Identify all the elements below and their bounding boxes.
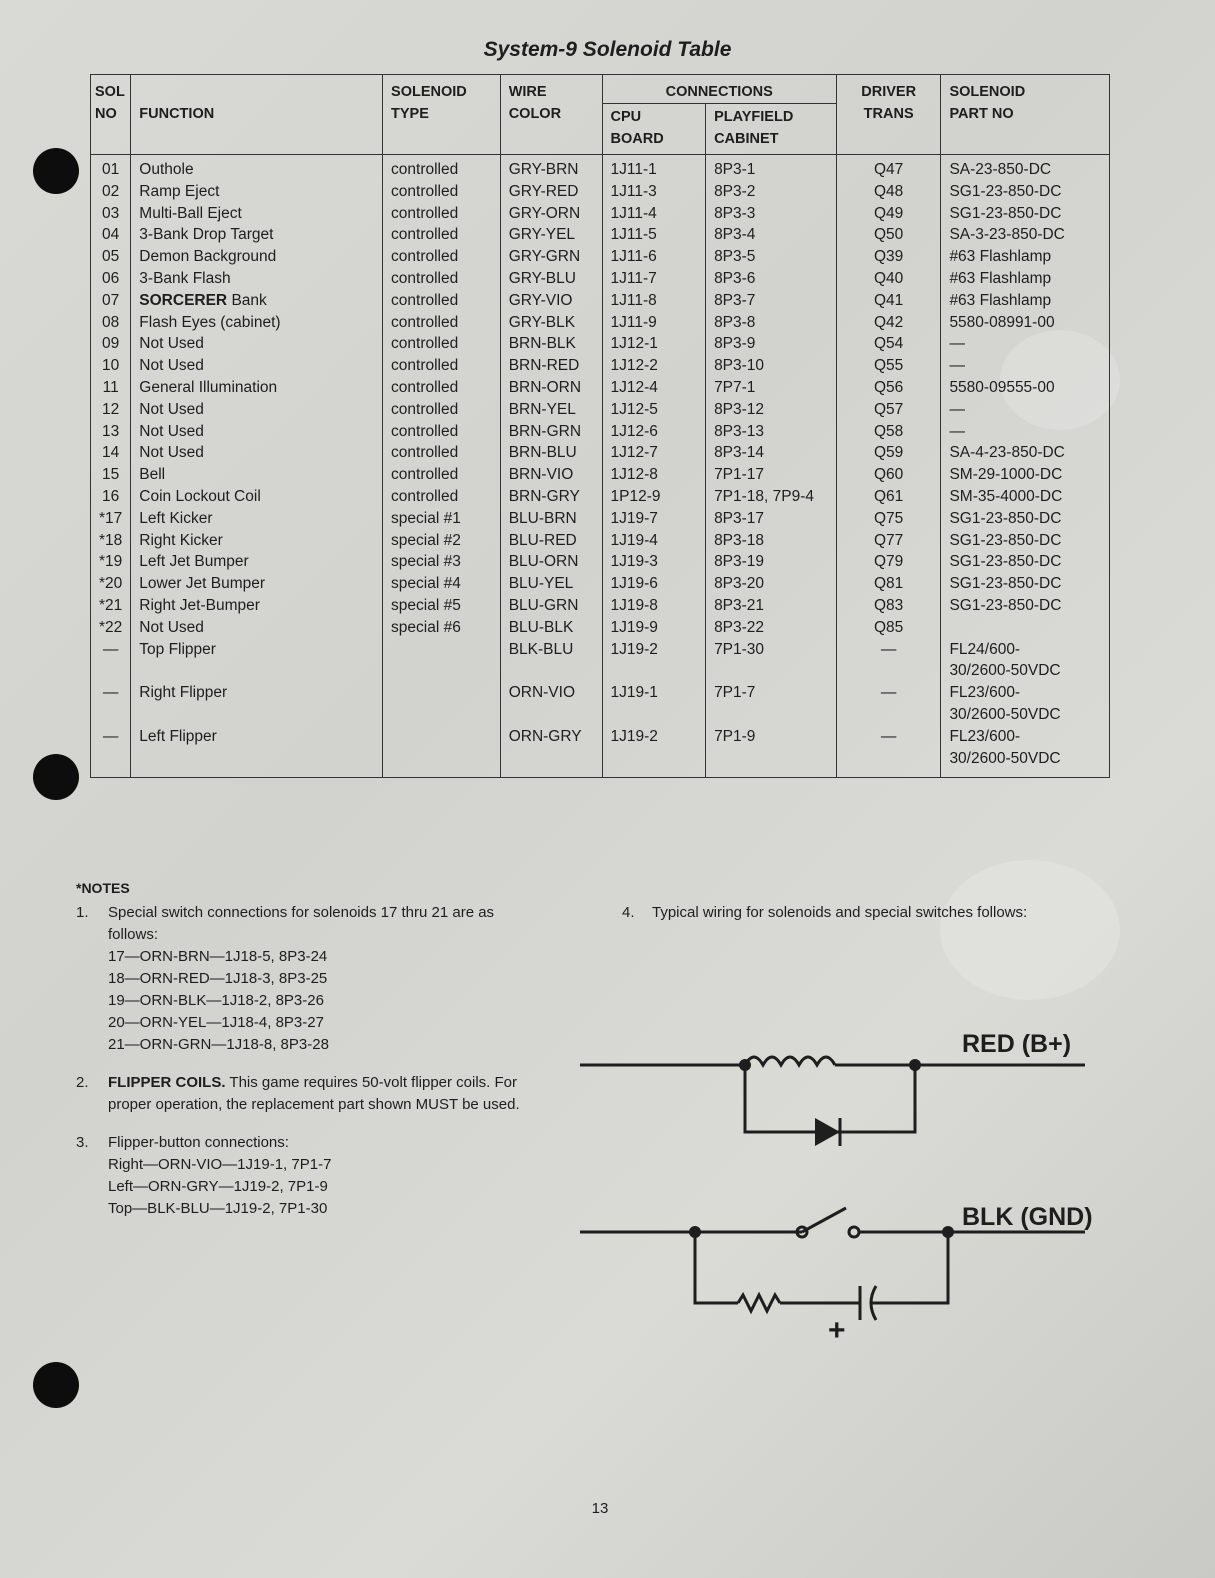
table-body [91,155,1110,778]
note-3-line: Top—BLK-BLU—1J19-2, 7P1-30 [108,1200,328,1217]
cpu-board-cell: 1J19-6 [602,573,706,595]
driver-trans-cell: Q83 [836,595,941,617]
table-row [91,530,1110,552]
cpu-board-cell: 1J19-4 [602,530,706,552]
sol-no-cell: 14 [91,442,131,464]
function-cell: Not Used [131,355,383,377]
function-cell: Not Used [131,617,383,639]
table-row [91,551,1110,573]
solenoid-type-cell [383,639,501,683]
driver-trans-cell: Q60 [836,464,941,486]
cpu-board-cell: 1J19-9 [602,617,706,639]
driver-trans-cell: Q56 [836,377,941,399]
part-no-cell: SG1-23-850-DC [941,530,1110,552]
part-no-line: 30/2600-50VDC [949,662,1061,680]
cpu-board-cell: 1J11-5 [602,224,706,246]
cpu-board-cell: 1J19-8 [602,595,706,617]
binder-hole-top [33,148,79,194]
part-no-line: FL24/600- [949,640,1021,658]
wire-color-cell: BRN-VIO [500,464,602,486]
solenoid-type-cell: controlled [383,181,501,203]
playfield-cabinet-cell: 7P7-1 [706,377,837,399]
table-row [91,224,1110,246]
sol-no-cell: 16 [91,486,131,508]
part-no-cell: SA-23-850-DC [941,155,1110,181]
function-cell: Not Used [131,399,383,421]
part-no-cell: — [941,399,1110,421]
function-cell: Left Kicker [131,508,383,530]
junction-dot [739,1059,751,1071]
sol-no-cell: 03 [91,203,131,225]
note-1-line: 19—ORN-BLK—1J18-2, 8P3-26 [108,992,324,1009]
function-cell: Bell [131,464,383,486]
part-no-cell: 5580-09555-00 [941,377,1110,399]
playfield-cabinet-cell: 8P3-21 [706,595,837,617]
sol-no-cell: 15 [91,464,131,486]
cpu-board-cell: 1J19-2 [602,726,706,778]
part-no-cell: SG1-23-850-DC [941,203,1110,225]
table-row [91,155,1110,181]
playfield-cabinet-cell: 8P3-1 [706,155,837,181]
header-connections: CONNECTIONS [602,75,836,104]
part-no-cell: — [941,333,1110,355]
solenoid-type-cell: controlled [383,224,501,246]
sol-no-cell: 09 [91,333,131,355]
driver-trans-cell: Q48 [836,181,941,203]
driver-trans-cell: Q41 [836,290,941,312]
sol-no-cell: 10 [91,355,131,377]
driver-trans-cell: Q55 [836,355,941,377]
switch-contact [849,1227,859,1237]
function-text: Bank [227,291,267,309]
driver-trans-cell: Q58 [836,421,941,443]
solenoid-type-cell: special #5 [383,595,501,617]
function-cell: Top Flipper [131,639,383,683]
driver-trans-cell: Q61 [836,486,941,508]
playfield-cabinet-cell: 8P3-6 [706,268,837,290]
part-no-cell: SG1-23-850-DC [941,181,1110,203]
part-no-cell: #63 Flashlamp [941,246,1110,268]
function-cell: Outhole [131,155,383,181]
function-cell: Ramp Eject [131,181,383,203]
solenoid-type-cell: controlled [383,246,501,268]
sol-no-cell: *19 [91,551,131,573]
junction-dot [909,1059,921,1071]
function-cell: Lower Jet Bumper [131,573,383,595]
part-no-line: 30/2600-50VDC [949,705,1061,723]
solenoid-type-cell: special #6 [383,617,501,639]
wire-color-cell: GRY-BLU [500,268,602,290]
diode-icon [815,1118,840,1146]
solenoid-type-cell: special #1 [383,508,501,530]
header-part-no: SOLENOID PART NO [941,75,1110,155]
part-no-cell: — [941,421,1110,443]
playfield-cabinet-cell: 8P3-3 [706,203,837,225]
part-no-cell: SM-29-1000-DC [941,464,1110,486]
playfield-cabinet-cell: 8P3-7 [706,290,837,312]
table-row [91,442,1110,464]
table-row [91,246,1110,268]
wire-color-cell: BLU-BLK [500,617,602,639]
wire-color-cell: BLU-GRN [500,595,602,617]
function-cell: Flash Eyes (cabinet) [131,312,383,334]
table-row [91,486,1110,508]
cpu-board-cell: 1J12-5 [602,399,706,421]
cpu-board-cell: 1J12-8 [602,464,706,486]
part-no-cell: SA-4-23-850-DC [941,442,1110,464]
solenoid-type-cell: controlled [383,355,501,377]
playfield-cabinet-cell: 8P3-2 [706,181,837,203]
note-3-line: Left—ORN-GRY—1J19-2, 7P1-9 [108,1178,328,1195]
sol-no-cell: — [91,639,131,683]
notes-heading: *NOTES [76,880,130,896]
cpu-board-cell: 1J11-3 [602,181,706,203]
wire-color-cell: GRY-RED [500,181,602,203]
wire-color-cell: BRN-RED [500,355,602,377]
label-blk-gnd: BLK (GND) [962,1203,1093,1231]
sol-no-cell: *22 [91,617,131,639]
sol-no-cell: 04 [91,224,131,246]
function-cell: Not Used [131,442,383,464]
wire-color-cell: BLU-RED [500,530,602,552]
part-no-cell: SM-35-4000-DC [941,486,1110,508]
function-cell: 3-Bank Drop Target [131,224,383,246]
playfield-cabinet-cell: 8P3-22 [706,617,837,639]
wire-color-cell: BLU-YEL [500,573,602,595]
wire-color-cell: GRY-BRN [500,155,602,181]
cpu-board-cell: 1J11-8 [602,290,706,312]
function-cell: Left Flipper [131,726,383,778]
solenoid-type-cell [383,726,501,778]
table-row [91,421,1110,443]
playfield-cabinet-cell: 8P3-18 [706,530,837,552]
driver-trans-cell: Q77 [836,530,941,552]
sol-no-cell: 07 [91,290,131,312]
playfield-cabinet-cell: 7P1-7 [706,682,837,726]
driver-trans-cell: Q59 [836,442,941,464]
table-row [91,399,1110,421]
table-row [91,508,1110,530]
note-1-line: 21—ORN-GRN—1J18-8, 8P3-28 [108,1036,329,1053]
cpu-board-cell: 1P12-9 [602,486,706,508]
driver-trans-cell: Q42 [836,312,941,334]
header-cpu-board: CPU BOARD [602,104,706,155]
solenoid-type-cell: controlled [383,155,501,181]
table-row [91,682,1110,726]
switch-icon [802,1208,846,1232]
playfield-cabinet-cell: 7P1-17 [706,464,837,486]
driver-trans-cell: Q81 [836,573,941,595]
driver-trans-cell: Q75 [836,508,941,530]
note-3-line: Right—ORN-VIO—1J19-1, 7P1-7 [108,1156,332,1173]
function-cell: Not Used [131,333,383,355]
part-no-line: FL23/600- [949,727,1021,745]
playfield-cabinet-cell: 8P3-20 [706,573,837,595]
diode-loop [745,1065,915,1132]
wire-color-cell: ORN-GRY [500,726,602,778]
driver-trans-cell: — [836,639,941,683]
part-no-cell: SG1-23-850-DC [941,595,1110,617]
playfield-cabinet-cell: 8P3-5 [706,246,837,268]
function-cell: Coin Lockout Coil [131,486,383,508]
part-no-line: FL23/600- [949,684,1021,702]
table-row [91,181,1110,203]
notes-left-column [76,902,546,1236]
cpu-board-cell: 1J11-9 [602,312,706,334]
cpu-board-cell: 1J19-3 [602,551,706,573]
function-cell: Demon Background [131,246,383,268]
wire-color-cell: BRN-ORN [500,377,602,399]
wire-color-cell: BRN-YEL [500,399,602,421]
function-cell: 3-Bank Flash [131,268,383,290]
header-wire-color: WIRE COLOR [500,75,602,155]
part-no-cell: 5580-08991-00 [941,312,1110,334]
table-row [91,312,1110,334]
solenoid-type-cell: controlled [383,203,501,225]
note-1: 1. Special switch connections for solenoids 17 thru 21 are as follows: 17—ORN-BRN—1J18-5, 8P3-24 18—ORN-RED—1J18-3, 8P3-25 19—ORN-BLK—1J18-2, 8P3-26 20—ORN-YEL—1J18-4, 8P3-27 21—ORN-GRN—1J18-8, 8P3-28 [76,902,546,1056]
part-no-cell: — [941,355,1110,377]
function-cell: Right Kicker [131,530,383,552]
sol-no-cell: *21 [91,595,131,617]
part-no-cell: SG1-23-850-DC [941,551,1110,573]
sol-no-cell: *20 [91,573,131,595]
driver-trans-cell: Q54 [836,333,941,355]
driver-trans-cell: Q49 [836,203,941,225]
note-1-line: 20—ORN-YEL—1J18-4, 8P3-27 [108,1014,324,1031]
solenoid-type-cell: controlled [383,377,501,399]
wire-color-cell: BRN-BLU [500,442,602,464]
cpu-board-cell: 1J11-7 [602,268,706,290]
table-row [91,573,1110,595]
table-row [91,617,1110,639]
cpu-board-cell: 1J12-2 [602,355,706,377]
sol-no-cell: 11 [91,377,131,399]
cpu-board-cell: 1J11-1 [602,155,706,181]
table-row [91,333,1110,355]
sol-no-cell: — [91,726,131,778]
part-no-cell [941,682,1110,726]
part-no-cell: SA-3-23-850-DC [941,224,1110,246]
wire-color-cell: BRN-GRN [500,421,602,443]
solenoid-type-cell: controlled [383,421,501,443]
header-driver-trans: DRIVER TRANS [836,75,941,155]
cpu-board-cell: 1J12-4 [602,377,706,399]
sol-no-cell: 06 [91,268,131,290]
playfield-cabinet-cell: 8P3-9 [706,333,837,355]
wire-color-cell: GRY-ORN [500,203,602,225]
driver-trans-cell: — [836,682,941,726]
note-1-line: 17—ORN-BRN—1J18-5, 8P3-24 [108,948,328,965]
wire-color-cell: GRY-BLK [500,312,602,334]
function-cell: Not Used [131,421,383,443]
solenoid-type-cell: controlled [383,312,501,334]
playfield-cabinet-cell: 8P3-17 [706,508,837,530]
coil-icon [745,1057,835,1065]
driver-trans-cell: Q50 [836,224,941,246]
wire-color-cell: ORN-VIO [500,682,602,726]
playfield-cabinet-cell: 7P1-9 [706,726,837,778]
junction-dot [689,1226,701,1238]
playfield-cabinet-cell: 7P1-30 [706,639,837,683]
driver-trans-cell: Q79 [836,551,941,573]
part-no-line: 30/2600-50VDC [949,749,1061,767]
part-no-cell: #63 Flashlamp [941,290,1110,312]
wire-color-cell: GRY-VIO [500,290,602,312]
note-1-text: Special switch connections for solenoids 17 thru 21 are as follows: [108,904,495,943]
driver-trans-cell: — [836,726,941,778]
table-header-row [91,75,1110,104]
sol-no-cell: 02 [91,181,131,203]
sol-no-cell: — [91,682,131,726]
table-row [91,377,1110,399]
snubber-wire [695,1232,738,1303]
driver-trans-cell: Q40 [836,268,941,290]
paper-stain [940,860,1120,1000]
function-cell: Right Flipper [131,682,383,726]
function-bold-text: SORCERER [139,291,228,309]
solenoid-type-cell [383,682,501,726]
note-3-text: Flipper-button connections: [108,1134,289,1151]
page-title: System-9 Solenoid Table [483,38,732,61]
playfield-cabinet-cell: 8P3-19 [706,551,837,573]
junction-dot [942,1226,954,1238]
playfield-cabinet-cell: 7P1-18, 7P9-4 [706,486,837,508]
page-number: 13 [591,1500,609,1517]
sol-no-cell: 08 [91,312,131,334]
part-no-cell [941,639,1110,683]
solenoid-type-cell: controlled [383,399,501,421]
function-cell: Multi-Ball Eject [131,203,383,225]
resistor-icon [738,1295,780,1311]
cpu-board-cell: 1J19-7 [602,508,706,530]
cpu-board-cell: 1J11-4 [602,203,706,225]
sol-no-cell: *17 [91,508,131,530]
note-1-line: 18—ORN-RED—1J18-3, 8P3-25 [108,970,328,987]
function-cell: Left Jet Bumper [131,551,383,573]
note-2-bold: FLIPPER COILS. [108,1074,226,1091]
table-row [91,203,1110,225]
wire-color-cell: BLU-ORN [500,551,602,573]
table-row [91,595,1110,617]
table-row [91,464,1110,486]
solenoid-type-cell: controlled [383,333,501,355]
driver-trans-cell: Q39 [836,246,941,268]
table-row [91,268,1110,290]
driver-trans-cell: Q85 [836,617,941,639]
solenoid-type-cell: controlled [383,442,501,464]
part-no-cell: SG1-23-850-DC [941,508,1110,530]
table-row [91,726,1110,778]
cpu-board-cell: 1J19-1 [602,682,706,726]
header-playfield-cabinet: PLAYFIELD CABINET [706,104,837,155]
solenoid-type-cell: controlled [383,290,501,312]
playfield-cabinet-cell: 8P3-8 [706,312,837,334]
part-no-cell: SG1-23-850-DC [941,573,1110,595]
binder-hole-middle [33,754,79,800]
cpu-board-cell: 1J12-7 [602,442,706,464]
label-red-bplus: RED (B+) [962,1030,1072,1058]
playfield-cabinet-cell: 8P3-10 [706,355,837,377]
note-2: 2. FLIPPER COILS. This game requires 50-volt flipper coils. For proper operation, the replacement part shown MUST be used. [76,1074,520,1113]
wire-color-cell: BRN-BLK [500,333,602,355]
function-cell: General Illumination [131,377,383,399]
plus-sign: + [828,1314,846,1347]
wiring-diagram [570,1010,1100,1350]
solenoid-type-cell: controlled [383,268,501,290]
wire-color-cell: BRN-GRY [500,486,602,508]
wire-color-cell: GRY-GRN [500,246,602,268]
playfield-cabinet-cell: 8P3-12 [706,399,837,421]
solenoid-type-cell: controlled [383,464,501,486]
driver-trans-cell: Q47 [836,155,941,181]
note-2-text: This game requires 50-volt flipper coils. For proper operation, the replacement part shown MUST be used. [108,1074,520,1113]
table-row [91,639,1110,683]
table-row [91,355,1110,377]
part-no-cell [941,617,1110,639]
sol-no-cell: 01 [91,155,131,181]
table-row [91,290,1110,312]
function-cell: Right Jet-Bumper [131,595,383,617]
note-4: 4. Typical wiring for solenoids and special switches follows: [622,902,1082,924]
sol-no-cell: 12 [91,399,131,421]
playfield-cabinet-cell: 8P3-4 [706,224,837,246]
cpu-board-cell: 1J19-2 [602,639,706,683]
binder-hole-bottom [33,1362,79,1408]
note-4-text: Typical wiring for solenoids and special switches follows: [652,904,1028,921]
part-no-cell [941,726,1110,778]
header-solenoid-type: SOLENOID TYPE [383,75,501,155]
wire-color-cell: BLU-BRN [500,508,602,530]
cpu-board-cell: 1J12-6 [602,421,706,443]
cpu-board-cell: 1J11-6 [602,246,706,268]
solenoid-table [90,74,1110,778]
driver-trans-cell: Q57 [836,399,941,421]
header-sol-no: SOL NO [91,75,131,155]
sol-no-cell: *18 [91,530,131,552]
playfield-cabinet-cell: 8P3-14 [706,442,837,464]
sol-no-cell: 13 [91,421,131,443]
solenoid-type-cell: controlled [383,486,501,508]
solenoid-type-cell: special #4 [383,573,501,595]
cpu-board-cell: 1J12-1 [602,333,706,355]
note-3: 3. Flipper-button connections: Right—ORN-VIO—1J19-1, 7P1-7 Left—ORN-GRY—1J19-2, 7P1-9 Top—BLK-BLU—1J19-2, 7P1-30 [76,1132,546,1220]
header-function: FUNCTION [131,75,383,155]
wire-color-cell: GRY-YEL [500,224,602,246]
solenoid-type-cell: special #3 [383,551,501,573]
wire-color-cell: BLK-BLU [500,639,602,683]
playfield-cabinet-cell: 8P3-13 [706,421,837,443]
part-no-cell: #63 Flashlamp [941,268,1110,290]
solenoid-type-cell: special #2 [383,530,501,552]
snubber-wire [872,1232,948,1303]
function-cell [131,290,383,312]
sol-no-cell: 05 [91,246,131,268]
